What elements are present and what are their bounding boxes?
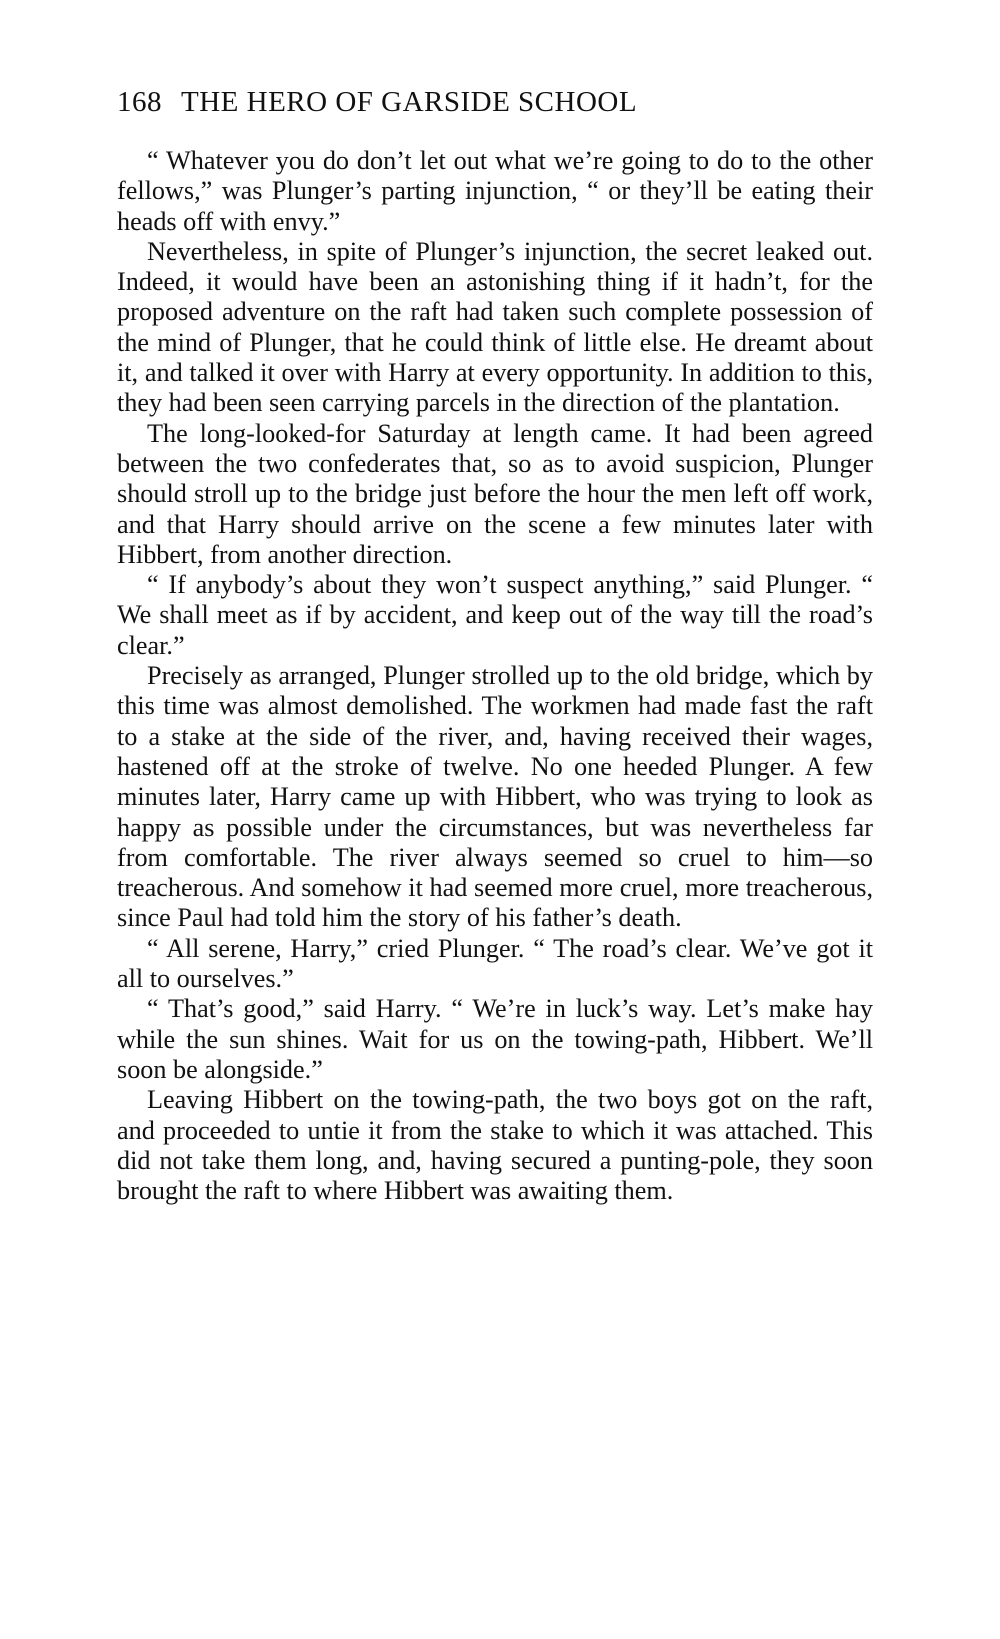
paragraph: The long-looked-for Saturday at length came. It had been agreed between the two confederates that, so as to avoid suspicion, Plunger should stroll up to the bridge just before the hour the men left off work, and that Harry should arrive on the scene a few minutes later with Hibbert, from another direction.	[117, 418, 873, 569]
running-head	[117, 86, 877, 130]
paragraph: Nevertheless, in spite of Plunger’s injunction, the secret leaked out. Indeed, it would have been an astonishing thing if it hadn’t, for the proposed adventure on the raft had taken such complete possession of the mind of Plunger, that he could think of little else. He dreamt about it, and talked it over with Harry at every opportunity. In addition to this, they had been seen carrying parcels in the direction of the plantation.	[117, 236, 873, 418]
paragraph: “ Whatever you do don’t let out what we’re going to do to the other fellows,” was Plunger’s parting injunction, “ or they’ll be eating their heads off with envy.”	[117, 146, 873, 236]
body-text	[117, 146, 873, 1206]
page-number: 168	[117, 86, 162, 118]
paragraph: Leaving Hibbert on the towing-path, the two boys got on the raft, and proceeded to untie it from the stake to which it was attached. This did not take them long, and, having secured a punting-pole, they soon brought the raft to where Hibbert was awaiting them.	[117, 1085, 873, 1206]
paragraph: “ If anybody’s about they won’t suspect anything,” said Plunger. “ We shall meet as if by accident, and keep out of the way till the road’s clear.”	[117, 570, 873, 660]
paragraph: “ That’s good,” said Harry. “ We’re in luck’s way. Let’s make hay while the sun shines. Wait for us on the towing-path, Hibbert. We’ll soon be alongside.”	[117, 994, 873, 1084]
running-title: THE HERO OF GARSIDE SCHOOL	[181, 86, 638, 118]
paragraph: Precisely as arranged, Plunger strolled up to the old bridge, which by this time was almost demolished. The workmen had made fast the raft to a stake at the side of the river, and, having received their wages, hastened off at the stroke of twelve. No one heeded Plunger. A few minutes later, Harry came up with Hibbert, who was trying to look as happy as possible under the circumstances, but was nevertheless far from comfortable. The river always seemed so cruel to him—so treacherous. And somehow it had seemed more cruel, more treacherous, since Paul had told him the story of his father’s death.	[117, 661, 873, 933]
paragraph: “ All serene, Harry,” cried Plunger. “ The road’s clear. We’ve got it all to ourselves.”	[117, 933, 873, 994]
